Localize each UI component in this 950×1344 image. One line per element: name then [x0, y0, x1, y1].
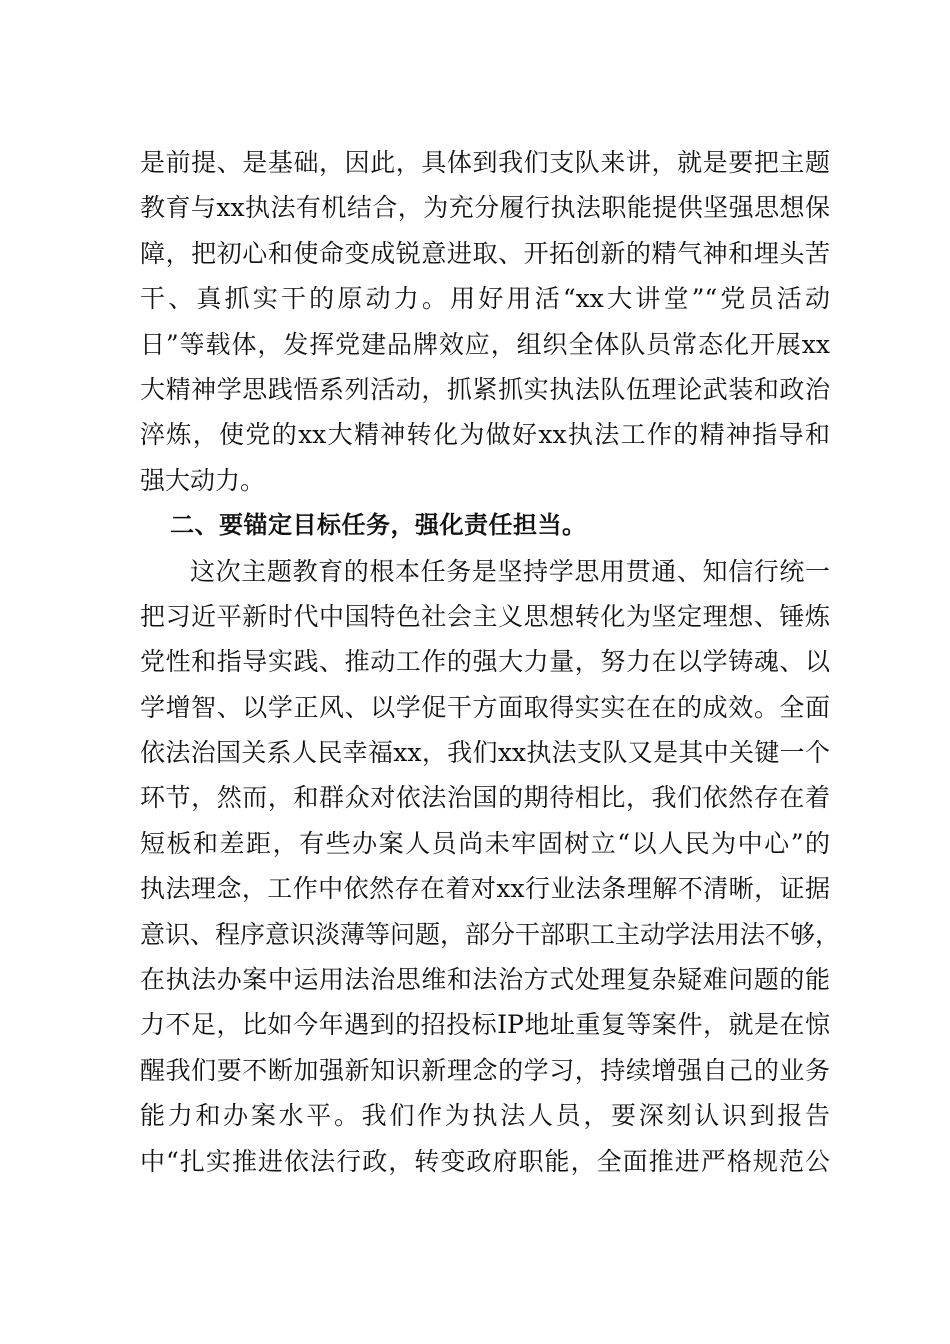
paragraph-line: 学增智、以学正风、以学促干方面取得实实在在的成效。全面: [140, 692, 830, 722]
paragraph-line: 在执法办案中运用法治思维和法治方式处理复杂疑难问题的能: [140, 965, 830, 995]
document-body: [140, 140, 841, 1184]
paragraph-line: 教育与xx执法有机结合，为充分履行执法职能提供坚强思想保: [140, 193, 830, 223]
paragraph-line: 这次主题教育的根本任务是坚持学思用贯通、知信行统一: [190, 556, 830, 586]
paragraph-line: 力不足，比如今年遇到的招投标IP地址重复等案件，就是在惊: [140, 1010, 830, 1040]
paragraph-line: 能力和办案水平。我们作为执法人员，要深刻认识到报告: [140, 1101, 830, 1131]
paragraph-line: 依法治国关系人民幸福xx，我们xx执法支队又是其中关键一个: [140, 738, 830, 768]
paragraph-line: 意识、程序意识淡薄等问题，部分干部职工主动学法用法不够，: [140, 919, 841, 949]
paragraph-line: 淬炼，使党的xx大精神转化为做好xx执法工作的精神指导和: [140, 420, 830, 450]
paragraph-line: 强大动力。: [140, 465, 266, 495]
paragraph-line: 大精神学思践悟系列活动，抓紧抓实执法队伍理论武装和政治: [140, 374, 830, 404]
paragraph-line: 执法理念，工作中依然存在着对xx行业法条理解不清晰，证据: [140, 874, 830, 904]
paragraph-line: 中“扎实推进依法行政，转变政府职能，全面推进严格规范公: [140, 1146, 830, 1176]
section-heading: 二、要锚定目标任务，强化责任担当。: [170, 511, 587, 540]
paragraph-2: [140, 549, 841, 1184]
paragraph-line: 日”等载体，发挥党建品牌效应，组织全体队员常态化开展xx: [140, 329, 830, 359]
paragraph-line: 干、真抓实干的原动力。用好用活“xx大讲堂”“党员活动: [140, 284, 830, 314]
paragraph-line: 把习近平新时代中国特色社会主义思想转化为坚定理想、锤炼: [140, 601, 830, 631]
paragraph-1: [140, 140, 830, 503]
paragraph-line: 醒我们要不断加强新知识新理念的学习，持续增强自己的业务: [140, 1055, 830, 1085]
paragraph-line: 党性和指导实践、推动工作的强大力量，努力在以学铸魂、以: [140, 647, 830, 677]
paragraph-line: 短板和差距，有些办案人员尚未牢固树立“以人民为中心”的: [140, 828, 830, 858]
paragraph-line: 是前提、是基础，因此，具体到我们支队来讲，就是要把主题: [140, 148, 830, 177]
paragraph-line: 障，把初心和使命变成锐意进取、开拓创新的精气神和埋头苦: [140, 238, 830, 268]
paragraph-line: 环节，然而，和群众对依法治国的期待相比，我们依然存在着: [140, 783, 830, 813]
